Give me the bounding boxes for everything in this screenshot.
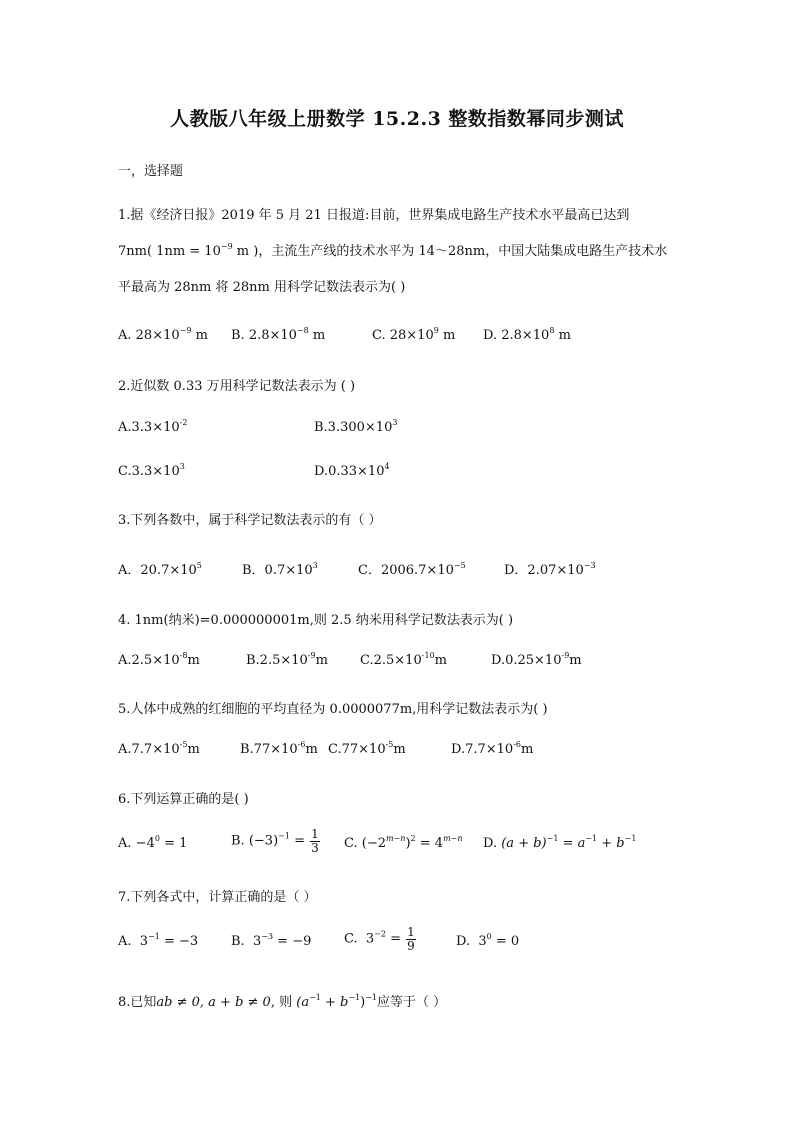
q2-option-c: $C.3.3\times 10^3$ [118, 462, 185, 479]
q1-option-b: B. $2.8\times 10^{-8}$ m [231, 326, 326, 343]
q1-line-2: 7nm( $1nm = 10^{-9}$ m )，主流生产线的技术水平为 14～28nm，中国大陆集成电路生产技术水 [118, 242, 668, 259]
q6-option-d: D. $(a + b)^{-1} = a^{-1} + b^{-1}$ [483, 834, 637, 851]
q7-option-b: B. $3^{-3} = -9$ [231, 932, 312, 949]
q4-option-a: $A.2.5\times 10^{-8}m$ [118, 651, 200, 668]
q6-stem: 6.下列运算正确的是( ) [118, 792, 249, 807]
q3-option-c: C．$2006.7\times 10^{-5}$ [358, 561, 466, 578]
q3-option-d: D．$2.07\times 10^{-3}$ [504, 561, 596, 578]
q4-option-c: $C.2.5\times 10^{-10}m$ [360, 651, 447, 668]
q1-option-a: A. $28\times 10^{-9}$ m [118, 326, 208, 343]
section-heading: 一，选择题 [118, 164, 184, 179]
q2-option-a: $A.3.3\times 10^{-2}$ [118, 418, 188, 435]
q6-option-c: C. $(-2^{m-n})^2 = 4^{m-n}$ [344, 834, 463, 851]
q5-stem: 5.人体中成熟的红细胞的平均直径为 0.0000077m,用科学记数法表示为( ) [118, 702, 548, 717]
q1-line-3: 平最高为 28nm 将 28nm 用科学记数法表示为( ) [118, 280, 406, 295]
q5-option-c: $C.77\times 10^{-5}m$ [328, 740, 406, 757]
q5-option-d: $D.7.7\times 10^{-6}m$ [451, 740, 534, 757]
q1-line-1: 1.据《经济日报》2019 年 5 月 21 日报道:目前，世界集成电路生产技术水平最高已达到 [118, 208, 630, 223]
q7-option-c: C. $3^{-2}$ = $\frac{1}{9}$ [344, 925, 415, 953]
q2-option-b: $B.3.300\times 10^3$ [314, 418, 398, 435]
q3-option-b: B．$0.7\times 10^3$ [242, 561, 318, 578]
q6-option-b: B. $(-3)^{-1}$ = $\frac{1}{3}$ [231, 827, 319, 855]
q2-stem: 2.近似数 0.33 万用科学记数法表示为 ( ) [118, 379, 356, 394]
q3-stem: 3.下列各数中，属于科学记数法表示的有（ ） [118, 513, 382, 528]
q2-option-d: $D.0.33\times 10^4$ [314, 462, 390, 479]
fraction: $\frac{1}{9}$ [407, 925, 415, 953]
q8-stem: 8.已知ab ≠ 0, a + b ≠ 0, 则 $(a^{-1} + b^{-1})^{-1}$应等于（ ） [118, 993, 447, 1010]
q1-option-d: D. $2.8\times 10^8$ m [483, 326, 571, 343]
page-title: 人教版八年级上册数学 15.2.3 整数指数幂同步测试 [170, 108, 624, 130]
q5-option-b: $B.77\times 10^{-6}m$ [240, 740, 318, 757]
q1-option-c: C. $28\times 10^9$ m [372, 326, 456, 343]
q6-option-a: A. $-4^0 = 1$ [118, 834, 188, 851]
q4-option-b: $B.2.5\times 10^{-9}m$ [246, 651, 328, 668]
q3-option-a: A．$20.7\times 10^5$ [118, 561, 202, 578]
q7-option-a: A. $3^{-1} = -3$ [118, 932, 199, 949]
q4-option-d: $D.0.25\times 10^{-9}m$ [491, 651, 582, 668]
q7-stem: 7.下列各式中，计算正确的是（ ） [118, 890, 317, 905]
q5-option-a: $A.7.7\times 10^{-5}m$ [118, 740, 200, 757]
q4-stem: 4. 1nm(纳米)=0.000000001m,则 2.5 纳米用科学记数法表示为( ) [118, 613, 514, 628]
q7-option-d: D. $3^0 = 0$ [456, 932, 520, 949]
fraction: $\frac{1}{3}$ [311, 827, 319, 855]
